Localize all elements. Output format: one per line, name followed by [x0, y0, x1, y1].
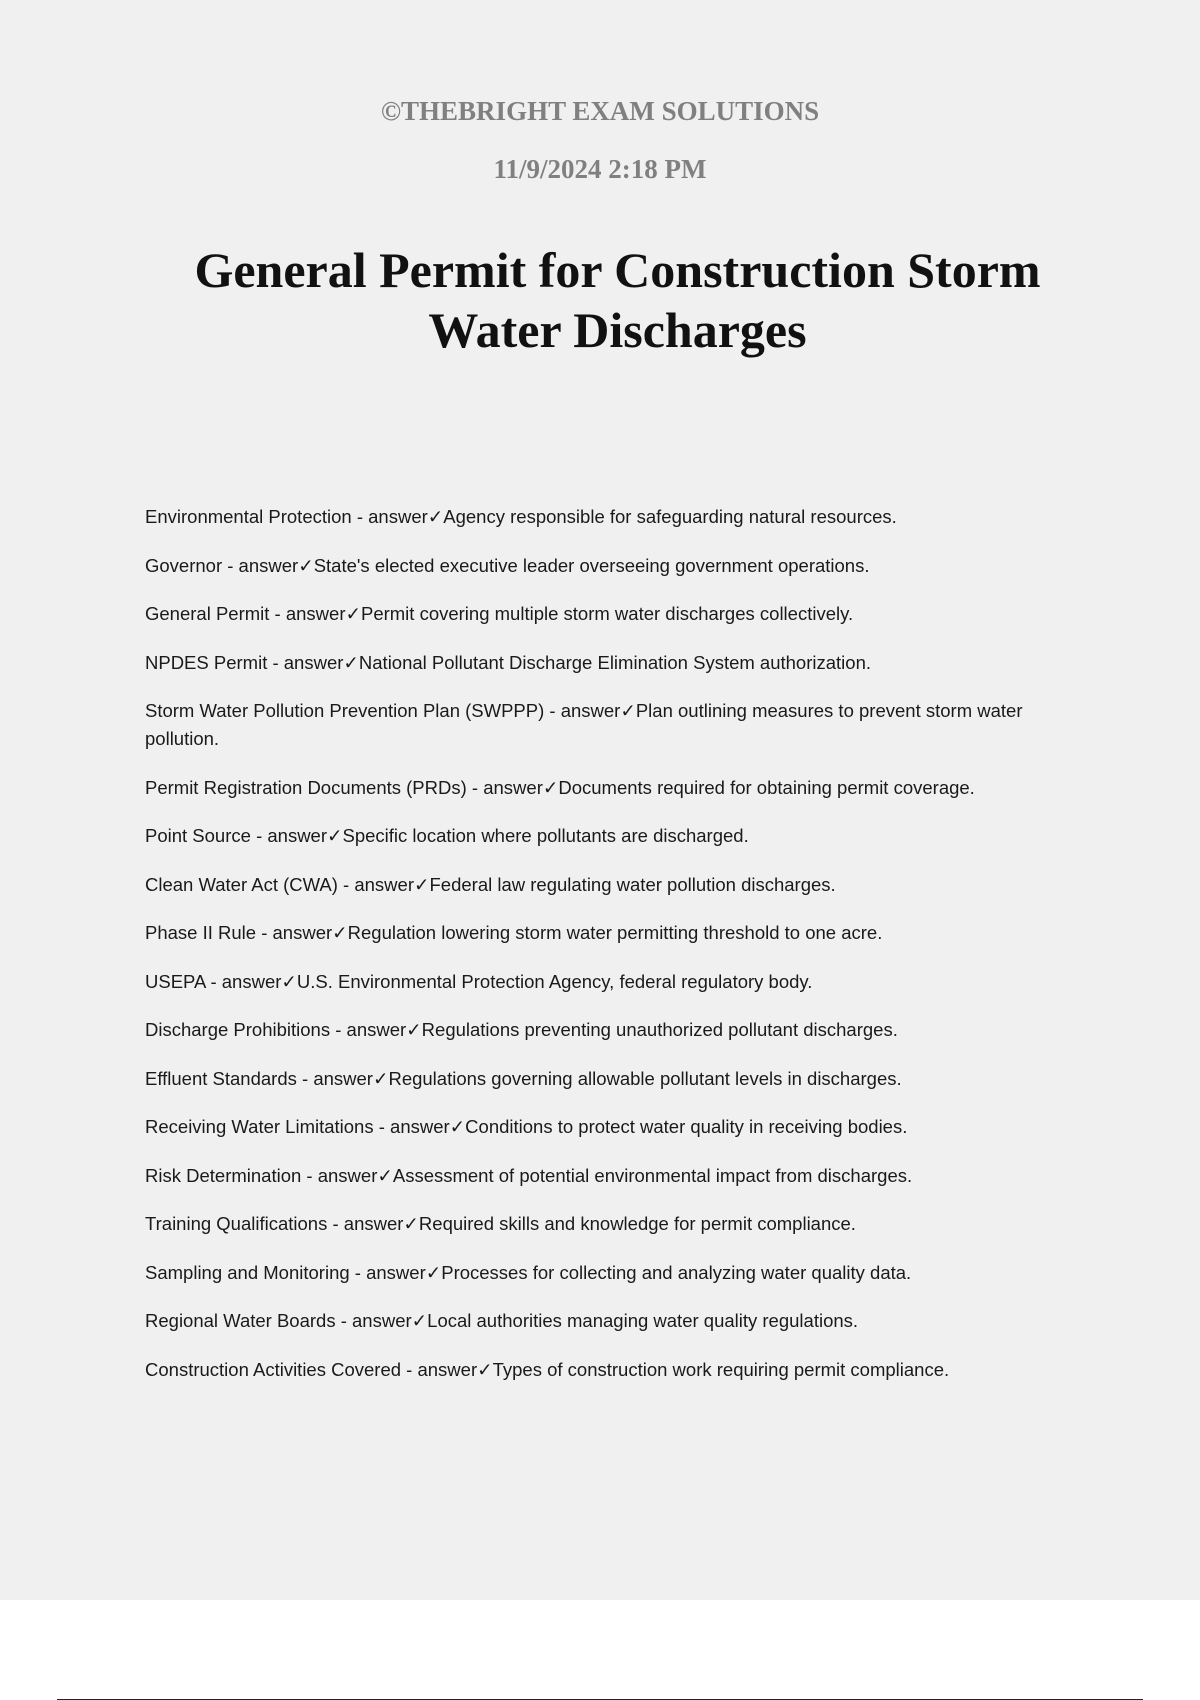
list-item: General Permit - answer✓Permit covering multiple storm water discharges collectively.	[145, 603, 854, 624]
list-item: Effluent Standards - answer✓Regulations governing allowable pollutant levels in discharges.	[145, 1067, 902, 1089]
list-item: Storm Water Pollution Prevention Plan (SWPPP) - answer✓Plan outlining measures to prevent storm water pollution.	[145, 700, 1023, 749]
list-item: Discharge Prohibitions - answer✓Regulations preventing unauthorized pollutant discharges.	[145, 1019, 898, 1040]
list-item: Permit Registration Documents (PRDs) - answer✓Documents required for obtaining permit coverage.	[145, 776, 975, 798]
list-item: Governor - answer✓State's elected executive leader overseeing government operations.	[145, 554, 870, 576]
watermark-header: ©THEBRIGHT EXAM SOLUTIONS	[380, 96, 820, 126]
document-title: General Permit for Construction Storm Water Discharges	[194, 242, 1041, 358]
list-item: Point Source - answer✓Specific location where pollutants are discharged.	[145, 825, 749, 846]
list-item: NPDES Permit - answer✓National Pollutant Discharge Elimination System authorization.	[145, 651, 871, 673]
list-item: Clean Water Act (CWA) - answer✓Federal law regulating water pollution discharges.	[145, 873, 836, 895]
list-item: USEPA - answer✓U.S. Environmental Protection Agency, federal regulatory body.	[145, 970, 813, 992]
list-item: Phase II Rule - answer✓Regulation lowering storm water permitting threshold to one acre.	[145, 922, 883, 943]
timestamp: 11/9/2024 2:18 PM	[493, 154, 707, 184]
list-item: Environmental Protection - answer✓Agency responsible for safeguarding natural resources.	[145, 506, 897, 527]
qa-list	[145, 503, 1075, 1404]
list-item: Construction Activities Covered - answer✓Types of construction work requiring permit compliance.	[145, 1358, 950, 1380]
list-item: Training Qualifications - answer✓Required skills and knowledge for permit compliance.	[145, 1213, 856, 1234]
list-item: Sampling and Monitoring - answer✓Processes for collecting and analyzing water quality data.	[145, 1261, 912, 1283]
list-item: Risk Determination - answer✓Assessment of potential environmental impact from discharges.	[145, 1164, 913, 1186]
list-item: Receiving Water Limitations - answer✓Conditions to protect water quality in receiving bodies.	[145, 1116, 908, 1137]
list-item: Regional Water Boards - answer✓Local authorities managing water quality regulations.	[145, 1310, 859, 1331]
